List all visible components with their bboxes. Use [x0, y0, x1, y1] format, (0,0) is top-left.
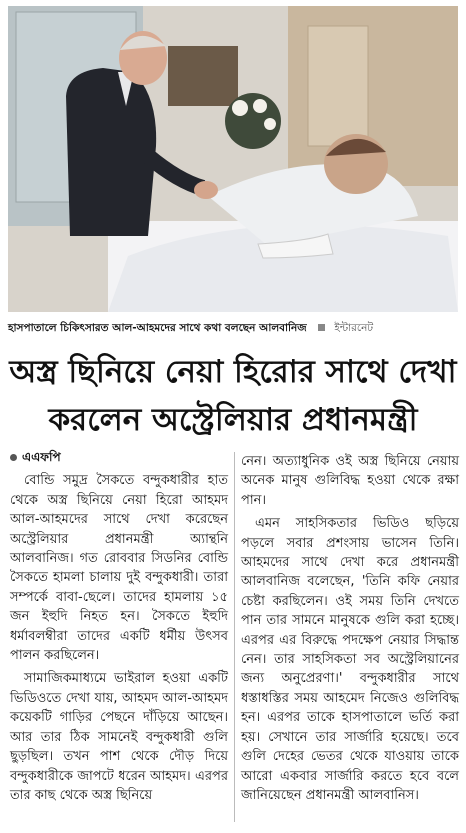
headline-line-1: অস্ত্র ছিনিয়ে নেয়া হিরোর সাথে দেখা — [9, 354, 457, 390]
bullet-icon — [10, 454, 17, 461]
news-photo — [8, 6, 458, 312]
caption-text: হাসপাতালে চিকিৎসারত আল-আহমদের সাথে কথা বলছেন আলবানিজ — [8, 322, 307, 334]
headline — [8, 348, 458, 444]
article-column-right — [241, 452, 459, 809]
headline-line-2: করলেন অস্ট্রেলিয়ার প্রধানমন্ত্রী — [48, 402, 418, 438]
caption-source: ইন্টারনেট — [334, 322, 374, 334]
byline — [10, 448, 228, 467]
paragraph: এমন সাহসিকতার ভিডিও ছড়িয়ে পড়লে সবার প্রশংসায় ভাসেন তিনি। আহমদের সাথে দেখা করে প্রধানমন্ত্রী আলবানিজ বলেছেন, 'তিনি কফি নেয়ার চেষ্টা করছিলেন। ওই সময় তিনি দেখতে পান তার সামনে মানুষকে গুলি করা হচ্ছে। এরপর এর বিরুদ্ধে পদক্ষেপ নেয়ার সিদ্ধান্ত নেন। তার সাহসিকতা সব অস্ট্রেলিয়ানের জন্য অনুপ্রেরণা।' বন্দুকধারীর সাথে ধস্তাধস্তির সময় আহমেদ নিজেও গুলিবিদ্ধ হন। এরপর তাকে হাসপাতালে ভর্তি করা হয়। সেখানে তার সার্জারি হয়েছে। তবে গুলি দেহের ভেতর থেকে যাওয়ায় তাকে আরো একবার সার্জারি করতে হবে বলে জানিয়েছেন প্রধানমন্ত্রী আলবানিস। — [241, 516, 459, 803]
paragraph: নেন। অত্যাধুনিক ওই অস্ত্র ছিনিয়ে নেয়ায় অনেক মানুষ গুলিবিদ্ধ হওয়া থেকে রক্ষা পান। — [241, 454, 459, 508]
byline-text: এএফপি — [22, 450, 61, 464]
paragraph: বোন্ডি সমুদ্র সৈকতে বন্দুকধারীর হাত থেকে অস্ত্র ছিনিয়ে নেয়া হিরো আহমদ আল-আহমদের সাথে দেখা করেছেন অস্ট্রেলিয়ার প্রধানমন্ত্রী অ্যান্থনি আলবানিজ। গত রোববার সিডনির বোন্ডি সৈকতে হামলা চালায় দুই বন্দুকধারী। তারা সম্পর্কে বাবা-ছেলে। তাদের হামলায় ১৫ জন ইহুদি নিহত হন। সৈকতে ইহুদি ধর্মাবলম্বীরা তাদের একটি ধর্মীয় উৎসব পালন করছিলেন। — [10, 473, 228, 664]
article-column-left — [10, 448, 228, 809]
square-bullet-icon — [318, 324, 325, 331]
column-divider — [234, 452, 235, 822]
hospital-scene-image — [8, 6, 458, 312]
photo-caption — [8, 318, 458, 338]
paragraph: সামাজিকমাধ্যমে ভাইরাল হওয়া একটি ভিডিওতে দেখা যায়, আহমদ আল-আহমদ কয়েকটি গাড়ির পেছনে দাঁড়িয়ে আছেন। আর তার ঠিক সামনেই বন্দুকধারী গুলি ছুড়ছিল। তখন পাশ থেকে দৌড় দিয়ে বন্দুকধারীকে জাপটে ধরেন আহমদ। এরপর তার কাছ থেকে অস্ত্র ছিনিয়ে — [10, 671, 228, 803]
